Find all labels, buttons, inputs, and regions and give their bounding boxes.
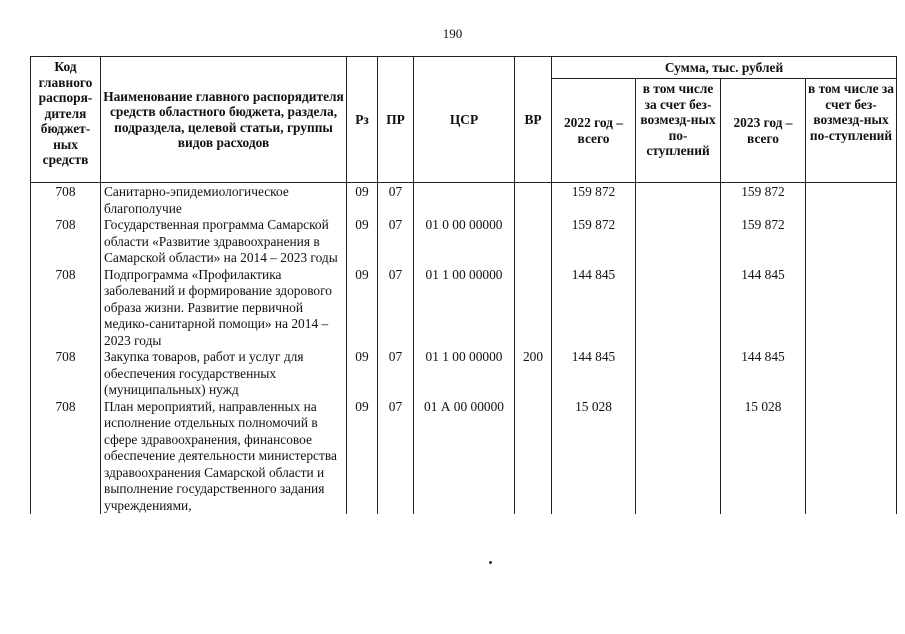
header-name: Наименование главного распорядителя средств областного бюджета, раздела, подраздела, целевой статьи, группы видов расходов: [101, 57, 347, 183]
header-pr: ПР: [378, 57, 414, 183]
cell-pr: 07: [378, 349, 414, 399]
header-csr: ЦСР: [414, 57, 515, 183]
cell-code: 708: [31, 349, 101, 399]
budget-table: [30, 56, 897, 514]
table-row: [31, 267, 897, 350]
cell-name: Подпрограмма «Профилактика заболеваний и формирование здорового образа жизни. Развитие первичной медико-санитарной помощи» на 2014 – 2023 годы: [101, 267, 347, 350]
header-2023-total: 2023 год – всего: [721, 79, 806, 183]
cell-code: 708: [31, 399, 101, 515]
cell-2022-free: [636, 217, 721, 267]
header-rz: Рз: [347, 57, 378, 183]
cell-name: Закупка товаров, работ и услуг для обеспечения государственных (муниципальных) нужд: [101, 349, 347, 399]
cell-2022-total: 15 028: [552, 399, 636, 515]
cell-2022-total: 159 872: [552, 183, 636, 218]
cell-2022-total: 144 845: [552, 267, 636, 350]
cell-2022-total: 159 872: [552, 217, 636, 267]
table-row: [31, 349, 897, 399]
table-row: [31, 217, 897, 267]
cell-rz: 09: [347, 217, 378, 267]
cell-csr: [414, 183, 515, 218]
header-vr: ВР: [515, 57, 552, 183]
cell-vr: [515, 217, 552, 267]
page-number: 190: [442, 26, 463, 41]
cell-2023-total: 159 872: [721, 217, 806, 267]
cell-csr: 01 1 00 00000: [414, 349, 515, 399]
cell-2023-free: [806, 349, 897, 399]
cell-rz: 09: [347, 349, 378, 399]
cell-2022-free: [636, 267, 721, 350]
header-2022-total: 2022 год – всего: [552, 79, 636, 183]
table-row: [31, 399, 897, 515]
cell-vr: [515, 183, 552, 218]
cell-name: План мероприятий, направленных на исполнение отдельных полномочий в сфере здравоохранения, финансовое обеспечение деятельности министерства здравоохранения Самарской области и выполнение государственного задания учреждениями,: [101, 399, 347, 515]
cell-pr: 07: [378, 217, 414, 267]
cell-code: 708: [31, 217, 101, 267]
cell-rz: 09: [347, 183, 378, 218]
cell-2023-free: [806, 399, 897, 515]
cell-rz: 09: [347, 399, 378, 515]
cell-2023-total: 144 845: [721, 267, 806, 350]
scan-speck: [489, 561, 492, 564]
cell-2023-free: [806, 267, 897, 350]
cell-pr: 07: [378, 183, 414, 218]
cell-2022-free: [636, 399, 721, 515]
header-2022-free: в том числе за счет без-возмезд-ных по-ступлений: [636, 79, 721, 183]
cell-csr: 01 А 00 00000: [414, 399, 515, 515]
cell-code: 708: [31, 183, 101, 218]
table-header: [31, 57, 897, 183]
cell-2023-free: [806, 183, 897, 218]
cell-pr: 07: [378, 267, 414, 350]
table-row: [31, 183, 897, 218]
header-sum: Сумма, тыс. рублей: [552, 57, 897, 79]
cell-2022-free: [636, 183, 721, 218]
cell-csr: 01 1 00 00000: [414, 267, 515, 350]
header-2023-free: в том числе за счет без-возмезд-ных по-ступлений: [806, 79, 897, 183]
cell-2023-total: 144 845: [721, 349, 806, 399]
cell-2022-total: 144 845: [552, 349, 636, 399]
cell-code: 708: [31, 267, 101, 350]
cell-name: Государственная программа Самарской области «Развитие здравоохранения в Самарской области» на 2014 – 2023 годы: [101, 217, 347, 267]
cell-csr: 01 0 00 00000: [414, 217, 515, 267]
cell-2022-free: [636, 349, 721, 399]
cell-vr: 200: [515, 349, 552, 399]
cell-pr: 07: [378, 399, 414, 515]
cell-vr: [515, 399, 552, 515]
cell-2023-free: [806, 217, 897, 267]
cell-name: Санитарно-эпидемиологическое благополучие: [101, 183, 347, 218]
cell-2023-total: 15 028: [721, 399, 806, 515]
cell-vr: [515, 267, 552, 350]
table-body: [31, 183, 897, 515]
cell-2023-total: 159 872: [721, 183, 806, 218]
header-code: Код главного распоря-дителя бюджет-ных средств: [31, 57, 101, 183]
cell-rz: 09: [347, 267, 378, 350]
